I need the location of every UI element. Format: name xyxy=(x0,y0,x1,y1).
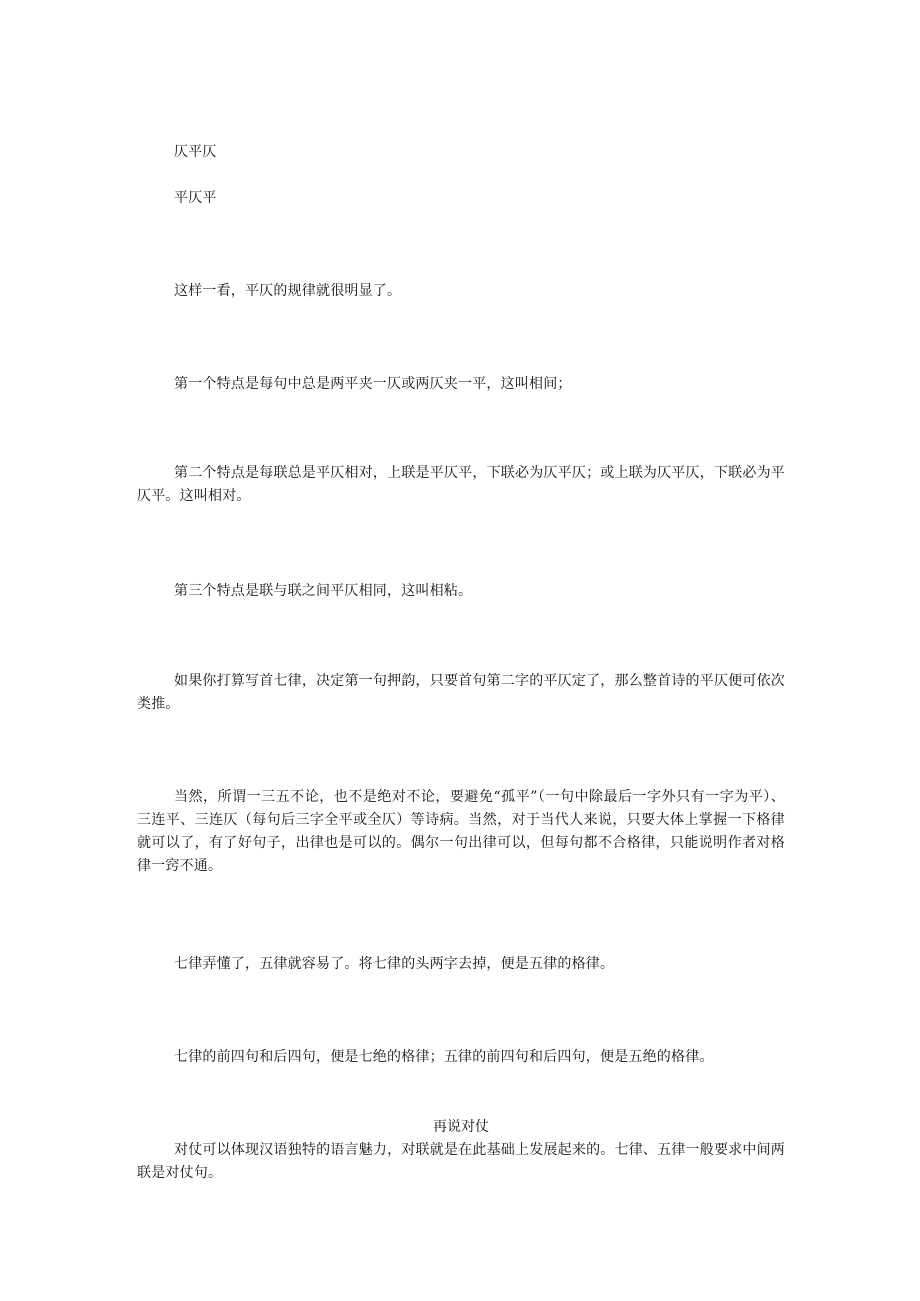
paragraph-pattern-obvious: 这样一看，平仄的规律就很明显了。 xyxy=(174,283,402,299)
section-heading: 再说对仗 xyxy=(433,1119,489,1135)
paragraph-duizhang: 对仗可以体现汉语独特的语言魅力，对联就是在此基础上发展起来的。七律、五律一般要求中间两联是对仗句。 xyxy=(137,1142,785,1181)
paragraph-qilv-first-line: 如果你打算写首七律，决定第一句押韵，只要首句第二字的平仄定了，那么整首诗的平仄便可依次类推。 xyxy=(137,673,785,712)
paragraph-feature-1: 第一个特点是每句中总是两平夹一仄或两仄夹一平，这叫相间； xyxy=(174,376,572,392)
paragraph-exceptions: 当然，所谓一三五不论，也不是绝对不论，要避免“孤平”（一句中除最后一字外只有一字为平）、三连平、三连仄（每句后三字全平或全仄）等诗病。当然，对于当代人来说，只要大体上掌握一下格律就可以了，有了好句子，出律也是可以的。偶尔一句出律可以，但每句都不合格律，只能说明作者对格律一窍不通。 xyxy=(137,789,785,874)
tone-line-1: 仄平仄 xyxy=(174,144,217,160)
paragraph-feature-3: 第三个特点是联与联之间平仄相同，这叫相粘。 xyxy=(174,583,473,599)
tone-line-2: 平仄平 xyxy=(174,190,217,206)
paragraph-feature-2: 第二个特点是每联总是平仄相对，上联是平仄平，下联必为仄平仄；或上联为仄平仄，下联必为平仄平。这叫相对。 xyxy=(137,465,785,504)
paragraph-wulv: 七律弄懂了，五律就容易了。将七律的头两字去掉，便是五律的格律。 xyxy=(174,956,615,972)
paragraph-jueju: 七律的前四句和后四句，便是七绝的格律；五律的前四句和后四句，便是五绝的格律。 xyxy=(174,1049,714,1065)
